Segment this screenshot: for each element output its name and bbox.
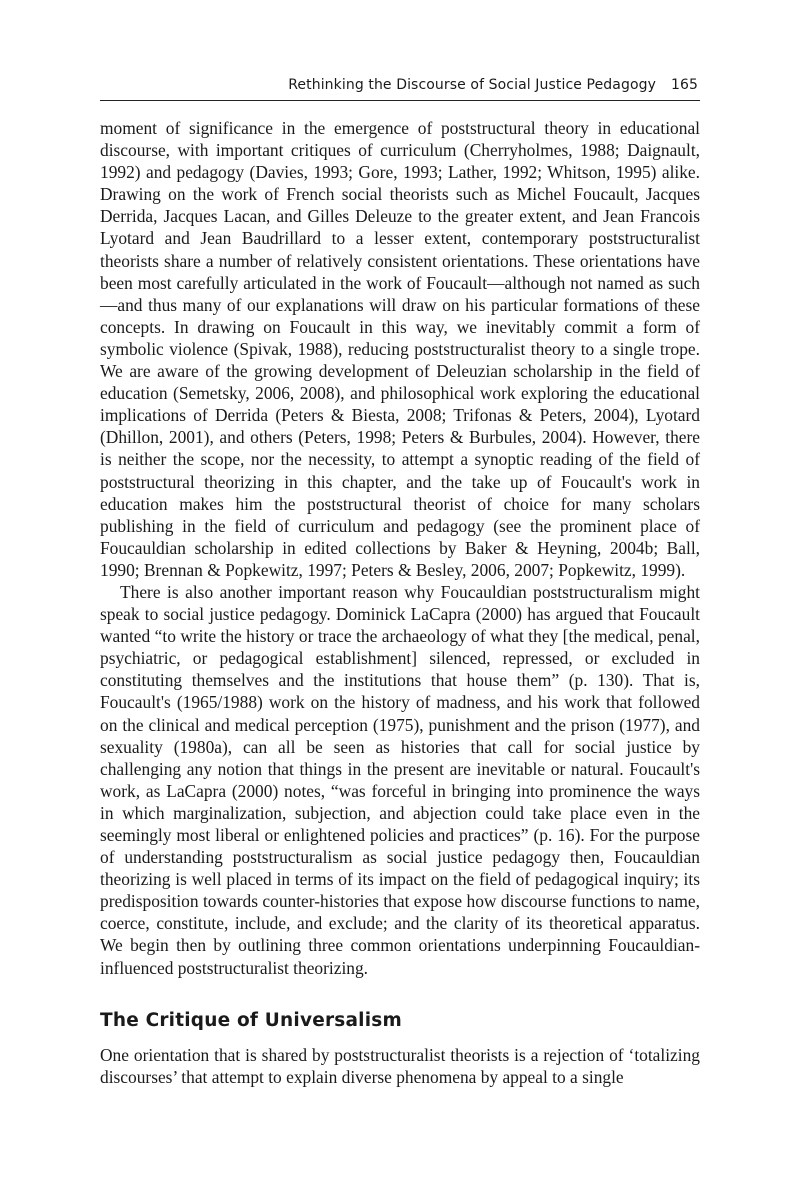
page-number: 165 — [670, 77, 698, 93]
section-heading: The Critique of Universalism — [100, 1009, 402, 1031]
paragraph-foucault-social-justice: There is also another important reason why Foucauldian poststructuralism might speak to social justice pedagogy. Dominick LaCapra (2000) has argued that Foucault wanted “to write the history or trace the archaeology of what they [the medical, penal, psychiatric, or pedagogical establishment] silenced, repressed, or excluded in constituting themselves and the institutions that house them” (p. 130). That is, Foucault's (1965/1988) work on the history of madness, and his work that followed on the clinical and medical perception (1975), punishment and the prison (1977), and sexuality (1980a), can all be seen as histories that call for social justice by challenging any notion that things in the present are inevitable or natural. Foucault's work, as LaCapra (2000) notes, “was forceful in bringing into prominence the ways in which marginalization, subjection, and abjection could take place even in the seemingly most liberal or enlightened policies and practices” (p. 16). For the purpose of understanding poststructuralism as social justice pedagogy then, Foucauldian theorizing is well placed in terms of its impact on the field of pedagogical inquiry; its predisposition towards counter-histories that expose how discourse functions to name, coerce, constitute, include, and exclude; and the clarity of its theoretical apparatus. We begin then by outlining three common orientations underpinning Foucauldian-influenced poststructuralist theorizing. — [100, 581, 700, 978]
paragraph-universalism: One orientation that is shared by poststructuralist theorists is a rejection of ‘totalizing discourses’ that attempt to explain diverse phenomena by appeal to a single — [100, 1044, 700, 1087]
running-header — [100, 74, 700, 101]
paragraph-continued: moment of significance in the emergence of poststructural theory in educational discourse, with important critiques of curriculum (Cherryholmes, 1988; Daignault, 1992) and pedagogy (Davies, 1993; Gore, 1993; Lather, 1992; Whitson, 1995) alike. Drawing on the work of French social theorists such as Michel Foucault, Jacques Derrida, Jacques Lacan, and Gilles Deleuze to the greater extent, and Jean Francois Lyotard and Jean Baudrillard to a lesser extent, contemporary poststructuralist theorists share a number of relatively consistent orientations. These orientations have been most carefully articulated in the work of Foucault—although not named as such—and thus many of our explanations will draw on his particular formations of these concepts. In drawing on Foucault in this way, we inevitably commit a form of symbolic violence (Spivak, 1988), reducing poststructuralist theory to a single trope. We are aware of the growing development of Deleuzian scholarship in the field of education (Semetsky, 2006, 2008), and philosophical work exploring the educational implications of Derrida (Peters & Biesta, 2008; Trifonas & Peters, 2004), Lyotard (Dhillon, 2001), and others (Peters, 1998; Peters & Burbules, 2004). However, there is neither the scope, nor the necessity, to attempt a synoptic reading of the field of poststructural theorizing in this chapter, and the take up of Foucault's work in education makes him the poststructural theorist of choice for many scholars publishing in the field of curriculum and pedagogy (see the prominent place of Foucauldian scholarship in edited collections by Baker & Heyning, 2004b; Ball, 1990; Brennan & Popkewitz, 1997; Peters & Besley, 2006, 2007; Popkewitz, 1999). — [100, 118, 700, 580]
running-title: Rethinking the Discourse of Social Justice Pedagogy — [288, 77, 656, 93]
main-text — [100, 117, 700, 1088]
